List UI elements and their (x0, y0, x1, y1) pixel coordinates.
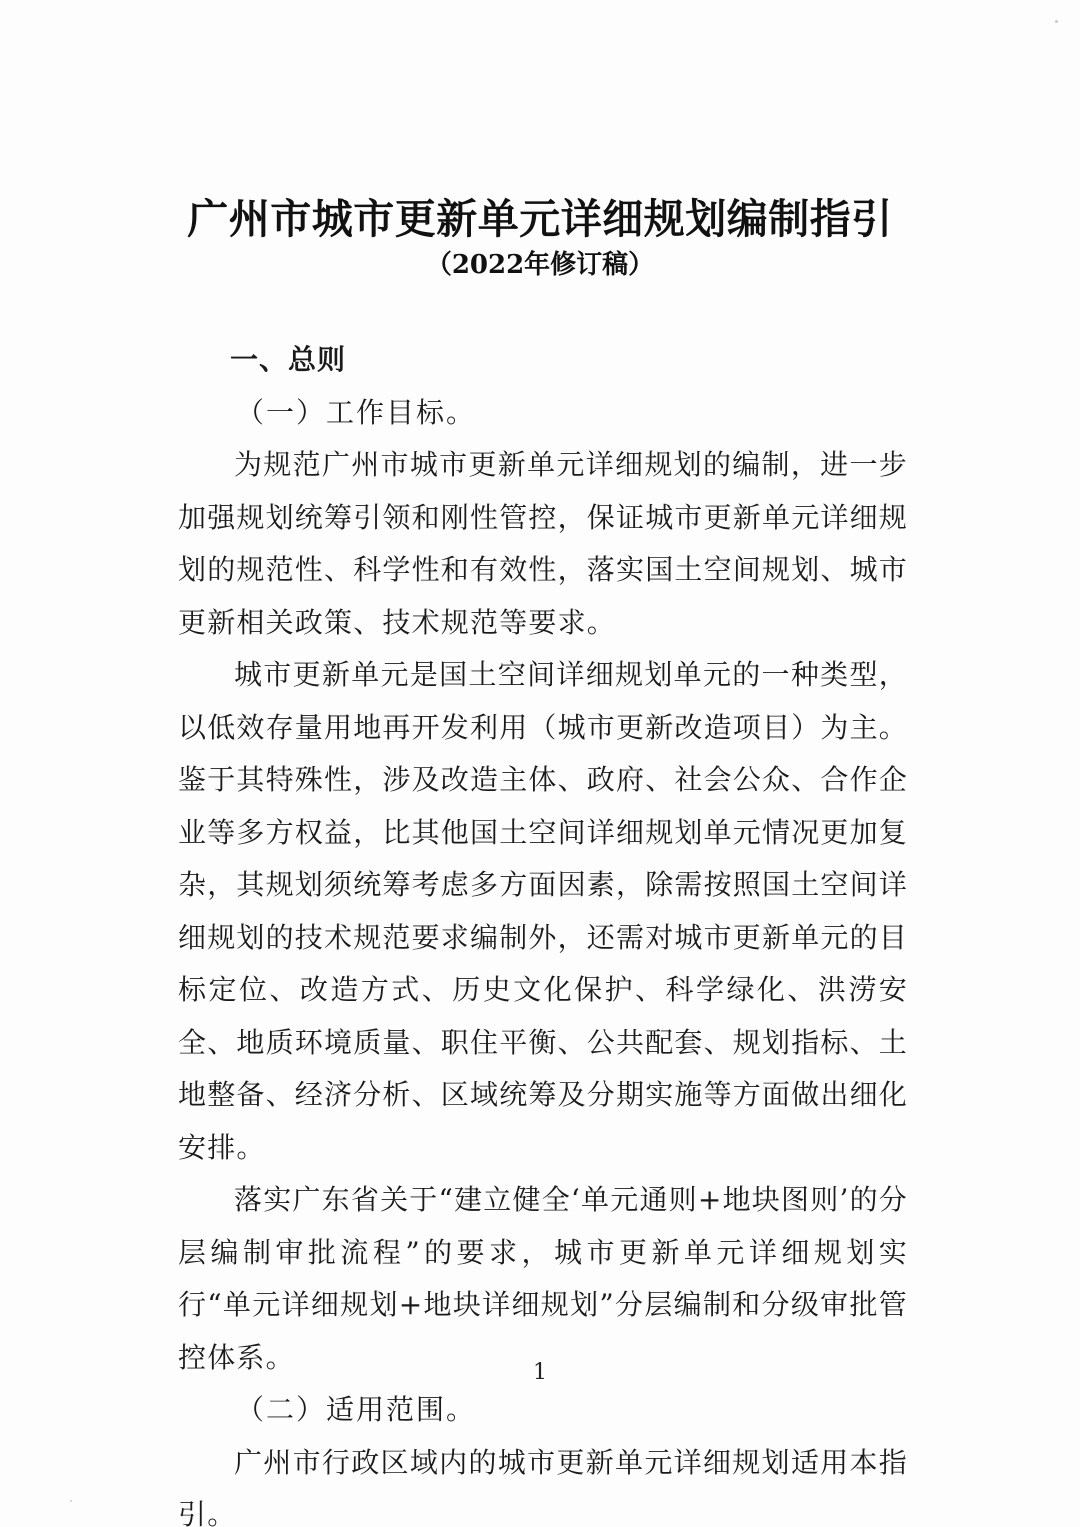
body-paragraph: 为规范广州市城市更新单元详细规划的编制，进一步加强规划统筹引领和刚性管控，保证城市更新单元详细规划的规范性、科学性和有效性，落实国土空间规划、城市更新相关政策、技术规范等要求。 (178, 448, 909, 639)
body-paragraph: 城市更新单元是国土空间详细规划单元的一种类型，以低效存量用地再开发利用（城市更新改造项目）为主。鉴于其特殊性，涉及改造主体、政府、社会公众、合作企业等多方权益，比其他国土空间详细规划单元情况更加复杂，其规划须统筹考虑多方面因素，除需按照国土空间详细规划的技术规范要求编制外，还需对城市更新单元的目标定位、改造方式、历史文化保护、科学绿化、洪涝安全、地质环境质量、职住平衡、公共配套、规划指标、土地整备、经济分析、区域统筹及分期实施等方面做出细化安排。 (178, 658, 909, 1164)
document-title: 广州市城市更新单元详细规划编制指引 (187, 195, 893, 243)
section-heading: 一、总则 (230, 343, 347, 376)
scan-speck (70, 1500, 72, 1502)
subsection-heading: （一）工作目标。 (236, 395, 477, 429)
document-body (178, 334, 908, 1527)
document-subtitle: （2022年修订稿） (425, 250, 655, 280)
subsection-heading: （二）适用范围。 (236, 1393, 477, 1426)
scan-speck (1055, 20, 1058, 23)
body-paragraph: 广州市行政区域内的城市更新单元详细规划适用本指引。 (178, 1445, 908, 1527)
body-paragraph: 落实广东省关于“建立健全‘单元通则+地块图则’的分层编制审批流程”的要求，城市更新单元详细规划实行“单元详细规划+地块详细规划”分层编制和分级审批管控体系。 (178, 1183, 908, 1374)
page-number: 1 (533, 1360, 547, 1385)
